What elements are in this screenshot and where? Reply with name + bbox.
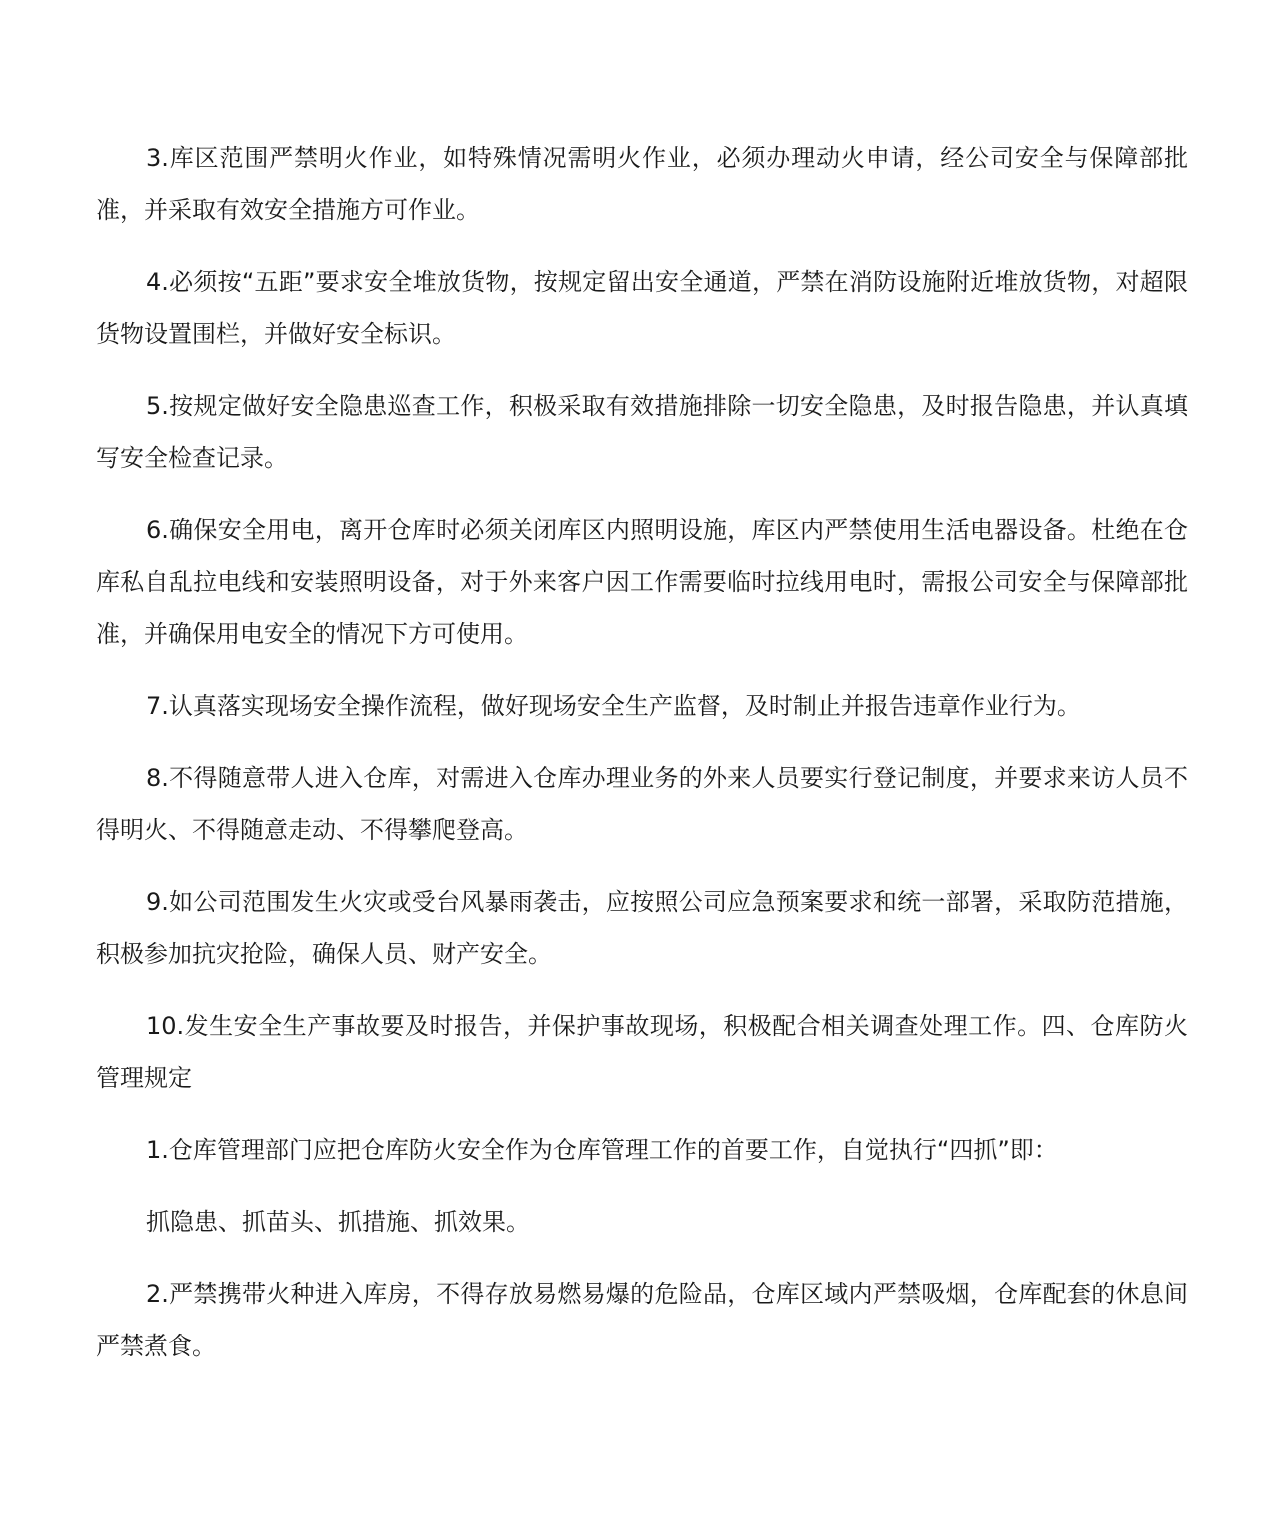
paragraph-fire-rule-1: 1.仓库管理部门应把仓库防火安全作为仓库管理工作的首要工作，自觉执行“四抓”即： (146, 1136, 1058, 1164)
paragraph-rule-8: 8.不得随意带人进入仓库，对需进入仓库办理业务的外来人员要实行登记制度，并要求来访人员不得明火、不得随意走动、不得攀爬登高。 (96, 764, 1188, 844)
paragraph-rule-6: 6.确保安全用电，离开仓库时必须关闭库区内照明设施，库区内严禁使用生活电器设备。杜绝在仓库私自乱拉电线和安装照明设备，对于外来客户因工作需要临时拉线用电时，需报公司安全与保障部批准，并确保用电安全的情况下方可使用。 (96, 516, 1188, 648)
paragraph-rule-9: 9.如公司范围发生火灾或受台风暴雨袭击，应按照公司应急预案要求和统一部署，采取防范措施，积极参加抗灾抢险，确保人员、财产安全。 (96, 888, 1188, 968)
paragraph-rule-7: 7.认真落实现场安全操作流程，做好现场安全生产监督，及时制止并报告违章作业行为。 (146, 692, 1081, 720)
paragraph-rule-5: 5.按规定做好安全隐患巡查工作，积极采取有效措施排除一切安全隐患，及时报告隐患，并认真填写安全检查记录。 (96, 392, 1188, 472)
paragraph-rule-3: 3.库区范围严禁明火作业，如特殊情况需明火作业，必须办理动火申请，经公司安全与保障部批准，并采取有效安全措施方可作业。 (96, 144, 1188, 224)
paragraph-rule-10: 10.发生安全生产事故要及时报告，并保护事故现场，积极配合相关调查处理工作。四、仓库防火管理规定 (96, 1012, 1188, 1092)
paragraph-fire-rule-1-cont: 抓隐患、抓苗头、抓措施、抓效果。 (146, 1208, 530, 1236)
document-body (96, 132, 1188, 1392)
paragraph-fire-rule-2: 2.严禁携带火种进入库房，不得存放易燃易爆的危险品，仓库区域内严禁吸烟，仓库配套的休息间严禁煮食。 (96, 1280, 1188, 1360)
paragraph-rule-4: 4.必须按“五距”要求安全堆放货物，按规定留出安全通道，严禁在消防设施附近堆放货物，对超限货物设置围栏，并做好安全标识。 (96, 268, 1188, 348)
